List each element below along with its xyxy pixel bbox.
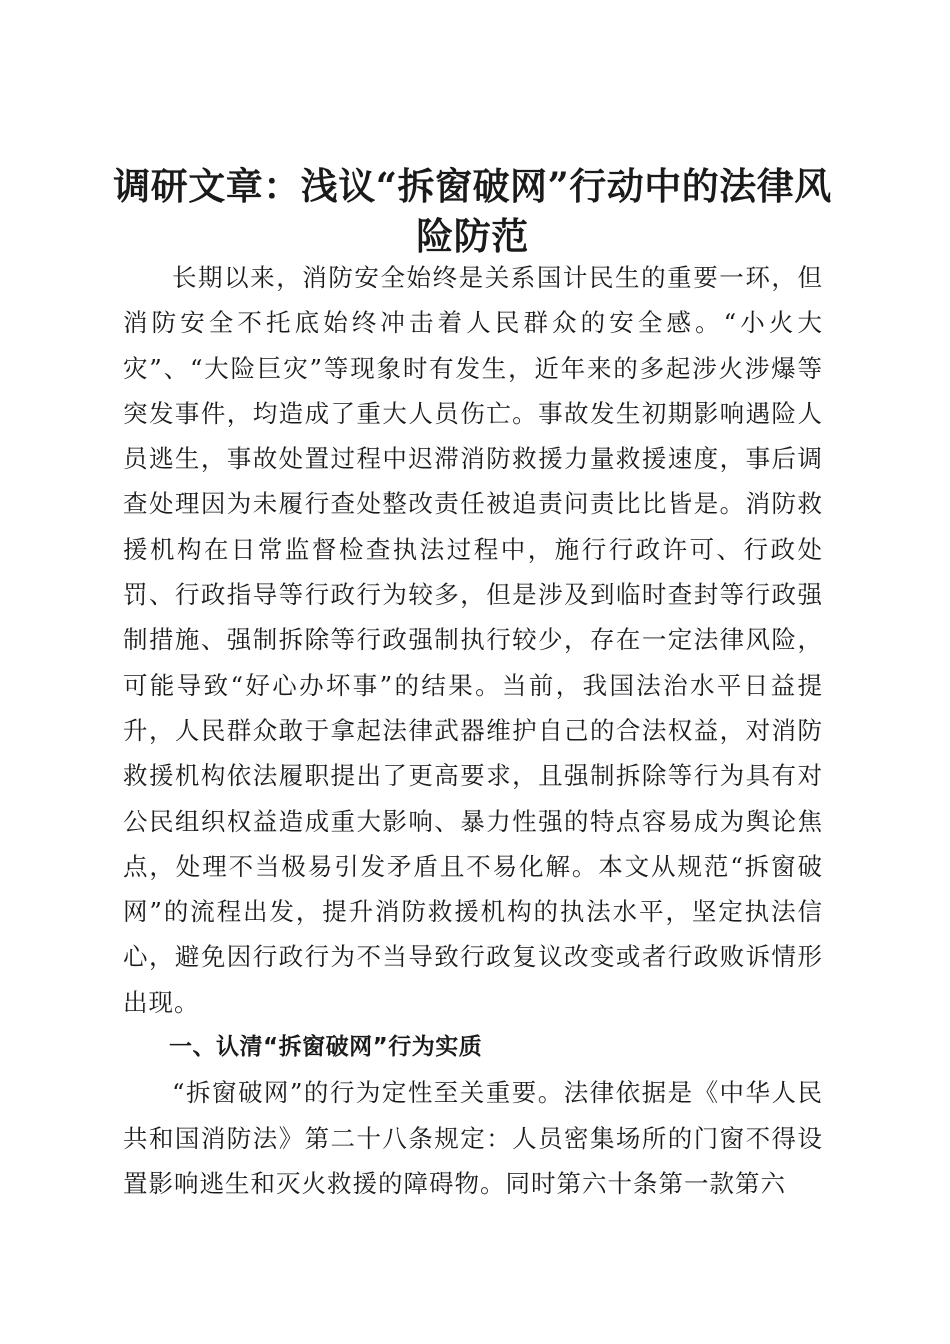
section-heading: 一、认清“拆窗破网”行为实质 (169, 1034, 483, 1061)
document-title: 调研文章：浅议“拆窗破网”行动中的法律风险防范 (113, 163, 832, 258)
document-body (123, 255, 823, 1206)
intro-paragraph: 长期以来，消防安全始终是关系国计民生的重要一环，但消防安全不托底始终冲击着人民群众的安全感。“小火大灾”、“大险巨灾”等现象时有发生，近年来的多起涉火涉爆等突发事件，均造成了重大人员伤亡。事故发生初期影响遇险人员逃生，事故处置过程中迟滞消防救援力量救援速度，事后调查处理因为未履行查处整改责任被追责问责比比皆是。消防救援机构在日常监督检查执法过程中，施行行政许可、行政处罚、行政指导等行政行为较多，但是涉及到临时查封等行政强制措施、强制拆除等行政强制执行较少，存在一定法律风险，可能导致“好心办坏事”的结果。当前，我国法治水平日益提升，人民群众敢于拿起法律武器维护自己的合法权益，对消防救援机构依法履职提出了更高要求，且强制拆除等行为具有对公民组织权益造成重大影响、暴力性强的特点容易成为舆论焦点，处理不当极易引发矛盾且不易化解。本文从规范“拆窗破网”的流程出发，提升消防救援机构的执法水平，坚定执法信心，避免因行政行为不当导致行政复议改变或者行政败诉情形出现。 (123, 263, 823, 1017)
section-paragraph: “拆窗破网”的行为定性至关重要。法律依据是《中华人民共和国消防法》第二十八条规定：人员密集场所的门窗不得设置影响逃生和灭火救援的障碍物。同时第六十条第一款第六 (123, 1078, 823, 1198)
